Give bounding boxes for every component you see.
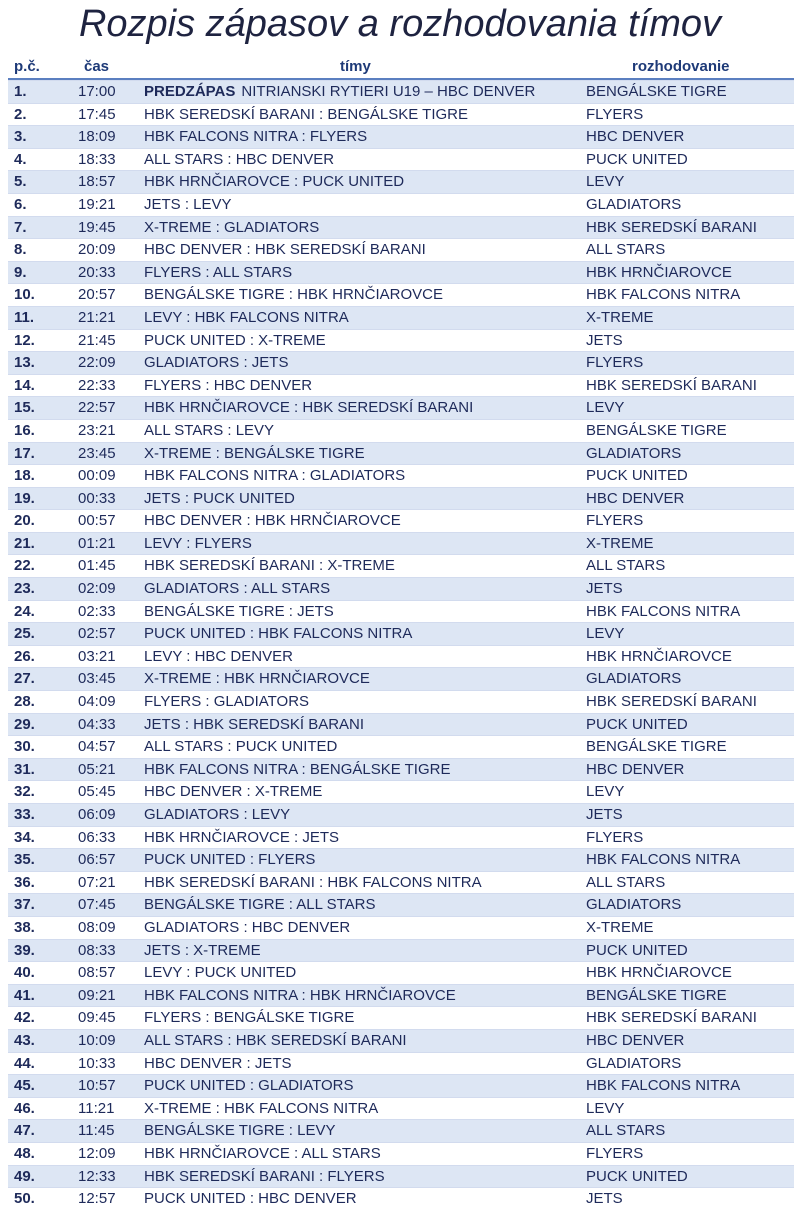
- match-number: 15.: [14, 399, 35, 417]
- match-time: 07:21: [78, 873, 116, 891]
- match-referee: FLYERS: [586, 828, 644, 846]
- table-row: [8, 1006, 794, 1029]
- match-referee: HBK HRNČIAROVCE: [586, 263, 732, 281]
- column-header-number: p.č.: [14, 58, 40, 75]
- match-number: 2.: [14, 105, 27, 123]
- match-number: 13.: [14, 354, 35, 372]
- match-teams: BENGÁLSKE TIGRE : JETS: [144, 602, 334, 620]
- match-referee: ALL STARS: [586, 241, 666, 259]
- match-referee: HBK HRNČIAROVCE: [586, 647, 732, 665]
- match-teams: X-TREME : HBK FALCONS NITRA: [144, 1099, 379, 1117]
- match-time: 20:33: [78, 263, 116, 281]
- match-teams: PUCK UNITED : X-TREME: [144, 331, 326, 349]
- table-row: [8, 351, 794, 374]
- match-number: 19.: [14, 489, 35, 507]
- match-teams: LEVY : HBC DENVER: [144, 647, 293, 665]
- match-time: 01:45: [78, 557, 116, 575]
- table-row: [8, 464, 794, 487]
- match-time: 12:57: [78, 1190, 116, 1208]
- match-time: 08:57: [78, 964, 116, 982]
- match-teams: X-TREME : BENGÁLSKE TIGRE: [144, 444, 365, 462]
- match-referee: FLYERS: [586, 1144, 644, 1162]
- match-referee: PUCK UNITED: [586, 150, 688, 168]
- table-row: [8, 916, 794, 939]
- match-time: 03:21: [78, 647, 116, 665]
- match-teams: HBK HRNČIAROVCE : JETS: [144, 828, 340, 846]
- match-number: 27.: [14, 670, 35, 688]
- match-teams: ALL STARS : PUCK UNITED: [144, 738, 338, 756]
- match-time: 07:45: [78, 896, 116, 914]
- match-time: 00:09: [78, 467, 116, 485]
- table-row: [8, 442, 794, 465]
- table-row: [8, 645, 794, 668]
- match-teams: HBC DENVER : HBK SEREDSKÍ BARANI: [144, 241, 426, 259]
- table-row: [8, 1052, 794, 1075]
- match-referee: LEVY: [586, 783, 625, 801]
- match-time: 06:57: [78, 851, 116, 869]
- match-teams: HBK FALCONS NITRA : GLADIATORS: [144, 467, 406, 485]
- table-row: [8, 1074, 794, 1097]
- match-time: 10:09: [78, 1031, 116, 1049]
- match-referee: HBK HRNČIAROVCE: [586, 964, 732, 982]
- match-referee: X-TREME: [586, 918, 654, 936]
- table-row: [8, 1119, 794, 1142]
- match-time: 18:57: [78, 173, 116, 191]
- match-referee: JETS: [586, 331, 623, 349]
- page-title: Rozpis zápasov a rozhodovania tímov: [78, 3, 722, 45]
- table-row: [8, 487, 794, 510]
- table-row: [8, 1142, 794, 1165]
- match-teams: HBK SEREDSKÍ BARANI : BENGÁLSKE TIGRE: [144, 105, 468, 123]
- match-referee: GLADIATORS: [586, 195, 682, 213]
- match-teams: FLYERS : ALL STARS: [144, 263, 293, 281]
- match-time: 12:33: [78, 1167, 116, 1185]
- match-number: 26.: [14, 647, 35, 665]
- table-row: [8, 532, 794, 555]
- match-time: 06:33: [78, 828, 116, 846]
- table-row: [8, 374, 794, 397]
- match-referee: GLADIATORS: [586, 1054, 682, 1072]
- match-teams: HBC DENVER : JETS: [144, 1054, 292, 1072]
- table-row: [8, 238, 794, 261]
- table-row: [8, 80, 794, 103]
- match-number: 34.: [14, 828, 35, 846]
- match-time: 18:33: [78, 150, 116, 168]
- match-time: 19:21: [78, 195, 116, 213]
- table-row: [8, 848, 794, 871]
- match-time: 02:09: [78, 580, 116, 598]
- match-referee: HBC DENVER: [586, 760, 685, 778]
- match-number: 39.: [14, 941, 35, 959]
- table-row: [8, 261, 794, 284]
- match-teams: HBK HRNČIAROVCE : HBK SEREDSKÍ BARANI: [144, 399, 474, 417]
- match-time: 05:21: [78, 760, 116, 778]
- match-number: 24.: [14, 602, 35, 620]
- table-row: [8, 283, 794, 306]
- match-number: 31.: [14, 760, 35, 778]
- table-row: [8, 939, 794, 962]
- match-number: 25.: [14, 625, 35, 643]
- match-teams: HBK SEREDSKÍ BARANI : FLYERS: [144, 1167, 385, 1185]
- match-number: 20.: [14, 512, 35, 530]
- match-number: 32.: [14, 783, 35, 801]
- match-number: 11.: [14, 308, 35, 326]
- match-number: 38.: [14, 918, 35, 936]
- match-number: 7.: [14, 218, 27, 236]
- match-time: 23:21: [78, 421, 116, 439]
- match-time: 04:57: [78, 738, 116, 756]
- match-teams: ALL STARS : HBK SEREDSKÍ BARANI: [144, 1031, 407, 1049]
- match-teams-text: NITRIANSKI RYTIERI U19 – HBC DENVER: [241, 83, 536, 100]
- match-teams: JETS : LEVY: [144, 195, 232, 213]
- match-teams: GLADIATORS : ALL STARS: [144, 580, 331, 598]
- match-referee: PUCK UNITED: [586, 941, 688, 959]
- match-time: 12:09: [78, 1144, 116, 1162]
- match-number: 33.: [14, 806, 35, 823]
- match-referee: HBK FALCONS NITRA: [586, 1077, 741, 1095]
- schedule-table: [8, 80, 794, 1210]
- match-time: 10:57: [78, 1077, 116, 1095]
- match-teams: BENGÁLSKE TIGRE : ALL STARS: [144, 896, 376, 914]
- column-header-time: čas: [84, 58, 110, 75]
- table-row: [8, 735, 794, 758]
- match-teams: LEVY : FLYERS: [144, 534, 252, 552]
- table-row: [8, 667, 794, 690]
- match-referee: LEVY: [586, 1099, 625, 1117]
- match-number: 28.: [14, 693, 35, 711]
- match-number: 10.: [14, 286, 35, 304]
- table-row: [8, 419, 794, 442]
- match-referee: ALL STARS: [586, 873, 666, 891]
- match-time: 02:33: [78, 602, 116, 620]
- match-teams: LEVY : PUCK UNITED: [144, 964, 297, 982]
- match-time: 05:45: [78, 783, 116, 801]
- match-teams: GLADIATORS : LEVY: [144, 806, 291, 823]
- match-time: 21:21: [78, 308, 116, 326]
- match-time: 19:45: [78, 218, 116, 236]
- match-time: 17:45: [78, 105, 116, 123]
- match-number: 16.: [14, 421, 35, 439]
- match-teams: ALL STARS : LEVY: [144, 421, 275, 439]
- match-time: 00:57: [78, 512, 116, 530]
- column-header-referee: rozhodovanie: [632, 58, 730, 75]
- match-number: 29.: [14, 715, 35, 733]
- match-time: 10:33: [78, 1054, 116, 1072]
- match-time: 20:09: [78, 241, 116, 259]
- match-referee: LEVY: [586, 625, 625, 643]
- match-referee: GLADIATORS: [586, 896, 682, 914]
- match-time: 02:57: [78, 625, 116, 643]
- match-teams: PUCK UNITED : HBK FALCONS NITRA: [144, 625, 413, 643]
- table-row: [8, 103, 794, 126]
- match-time: 04:33: [78, 715, 116, 733]
- match-teams: JETS : HBK SEREDSKÍ BARANI: [144, 715, 365, 733]
- match-teams: HBK HRNČIAROVCE : PUCK UNITED: [144, 173, 405, 191]
- match-number: 18.: [14, 467, 35, 485]
- match-referee: X-TREME: [586, 534, 654, 552]
- match-number: 35.: [14, 851, 35, 869]
- match-referee: HBC DENVER: [586, 489, 685, 507]
- match-time: 04:09: [78, 693, 116, 711]
- match-teams: HBK FALCONS NITRA : FLYERS: [144, 128, 368, 146]
- table-row: [8, 1097, 794, 1120]
- table-row: [8, 170, 794, 193]
- match-referee: HBK SEREDSKÍ BARANI: [586, 1009, 757, 1027]
- match-teams: JETS : X-TREME: [144, 941, 261, 959]
- match-teams: BENGÁLSKE TIGRE : HBK HRNČIAROVCE: [144, 286, 443, 304]
- match-number: 4.: [14, 150, 27, 168]
- match-number: 3.: [14, 128, 27, 146]
- match-referee: BENGÁLSKE TIGRE: [586, 83, 727, 100]
- table-row: [8, 984, 794, 1007]
- match-referee: BENGÁLSKE TIGRE: [586, 986, 727, 1004]
- match-number: 48.: [14, 1144, 35, 1162]
- table-row: [8, 509, 794, 532]
- match-teams: FLYERS : BENGÁLSKE TIGRE: [144, 1009, 355, 1027]
- match-number: 36.: [14, 873, 35, 891]
- match-number: 46.: [14, 1099, 35, 1117]
- table-row: [8, 554, 794, 577]
- match-teams: HBK HRNČIAROVCE : ALL STARS: [144, 1144, 381, 1162]
- match-time: 21:45: [78, 331, 116, 349]
- match-teams: HBK SEREDSKÍ BARANI : X-TREME: [144, 557, 395, 575]
- match-referee: GLADIATORS: [586, 670, 682, 688]
- match-referee: PUCK UNITED: [586, 467, 688, 485]
- match-number: 12.: [14, 331, 35, 349]
- match-number: 47.: [14, 1122, 35, 1140]
- match-referee: PUCK UNITED: [586, 1167, 688, 1185]
- match-teams: BENGÁLSKE TIGRE : LEVY: [144, 1122, 336, 1140]
- match-teams: X-TREME : GLADIATORS: [144, 218, 320, 236]
- match-referee: HBC DENVER: [586, 128, 685, 146]
- match-referee: LEVY: [586, 399, 625, 417]
- table-row: [8, 125, 794, 148]
- table-row: [8, 690, 794, 713]
- table-row: [8, 193, 794, 216]
- match-time: 03:45: [78, 670, 116, 688]
- match-number: 23.: [14, 580, 35, 598]
- table-row: [8, 622, 794, 645]
- match-time: 01:21: [78, 534, 116, 552]
- match-teams: FLYERS : GLADIATORS: [144, 693, 310, 711]
- match-number: 6.: [14, 195, 27, 213]
- match-teams: [144, 81, 535, 104]
- match-teams: X-TREME : HBK HRNČIAROVCE: [144, 670, 370, 688]
- match-number: 30.: [14, 738, 35, 756]
- match-teams: PUCK UNITED : FLYERS: [144, 851, 316, 869]
- match-number: 5.: [14, 173, 27, 191]
- match-teams: JETS : PUCK UNITED: [144, 489, 295, 507]
- match-referee: LEVY: [586, 173, 625, 191]
- match-number: 22.: [14, 557, 35, 575]
- match-teams: FLYERS : HBC DENVER: [144, 376, 313, 394]
- table-row: [8, 871, 794, 894]
- table-row: [8, 396, 794, 419]
- match-referee: PUCK UNITED: [586, 715, 688, 733]
- match-referee: JETS: [586, 580, 623, 598]
- match-time: 22:33: [78, 376, 116, 394]
- match-number: 44.: [14, 1054, 35, 1072]
- table-row: [8, 713, 794, 736]
- match-time: 23:45: [78, 444, 116, 462]
- table-row: [8, 758, 794, 781]
- prematch-label: PREDZÁPAS: [144, 83, 236, 100]
- match-referee: HBK SEREDSKÍ BARANI: [586, 693, 757, 711]
- match-number: 14.: [14, 376, 35, 394]
- match-time: 17:00: [78, 83, 116, 100]
- match-time: 06:09: [78, 806, 116, 823]
- match-referee: HBK SEREDSKÍ BARANI: [586, 218, 757, 236]
- match-teams: GLADIATORS : HBC DENVER: [144, 918, 351, 936]
- match-referee: BENGÁLSKE TIGRE: [586, 421, 727, 439]
- match-number: 45.: [14, 1077, 35, 1095]
- match-time: 18:09: [78, 128, 116, 146]
- match-time: 22:09: [78, 354, 116, 372]
- match-number: 43.: [14, 1031, 35, 1049]
- match-teams: PUCK UNITED : GLADIATORS: [144, 1077, 354, 1095]
- table-row: [8, 1165, 794, 1188]
- match-referee: FLYERS: [586, 354, 644, 372]
- match-teams: HBK SEREDSKÍ BARANI : HBK FALCONS NITRA: [144, 873, 482, 891]
- match-referee: JETS: [586, 806, 623, 823]
- match-time: 08:09: [78, 918, 116, 936]
- match-teams: LEVY : HBK FALCONS NITRA: [144, 308, 349, 326]
- match-referee: GLADIATORS: [586, 444, 682, 462]
- match-number: 40.: [14, 964, 35, 982]
- match-teams: HBC DENVER : X-TREME: [144, 783, 323, 801]
- match-time: 22:57: [78, 399, 116, 417]
- match-time: 11:45: [78, 1122, 115, 1140]
- match-teams: ALL STARS : HBC DENVER: [144, 150, 335, 168]
- table-row: [8, 600, 794, 623]
- match-referee: BENGÁLSKE TIGRE: [586, 738, 727, 756]
- match-referee: FLYERS: [586, 105, 644, 123]
- column-header-teams: tímy: [340, 58, 371, 75]
- match-number: 9.: [14, 263, 27, 281]
- table-row: [8, 306, 794, 329]
- match-teams: PUCK UNITED : HBC DENVER: [144, 1190, 357, 1208]
- match-number: 8.: [14, 241, 27, 259]
- table-row: [8, 1029, 794, 1052]
- match-referee: ALL STARS: [586, 557, 666, 575]
- match-time: 20:57: [78, 286, 116, 304]
- table-row: [8, 780, 794, 803]
- table-row: [8, 216, 794, 239]
- match-time: 00:33: [78, 489, 116, 507]
- match-number: 17.: [14, 444, 35, 462]
- match-teams: GLADIATORS : JETS: [144, 354, 289, 372]
- match-time: 09:21: [78, 986, 116, 1004]
- match-number: 41.: [14, 986, 35, 1004]
- table-row: [8, 893, 794, 916]
- match-referee: HBK FALCONS NITRA: [586, 602, 741, 620]
- match-number: 21.: [14, 534, 35, 552]
- table-row: [8, 148, 794, 171]
- table-row: [8, 329, 794, 352]
- match-referee: HBK FALCONS NITRA: [586, 286, 741, 304]
- match-time: 09:45: [78, 1009, 116, 1027]
- match-referee: JETS: [586, 1190, 623, 1208]
- table-header: [8, 56, 794, 80]
- match-referee: HBC DENVER: [586, 1031, 685, 1049]
- table-row: [8, 803, 794, 826]
- table-row: [8, 1187, 794, 1210]
- match-teams: HBK FALCONS NITRA : BENGÁLSKE TIGRE: [144, 760, 451, 778]
- match-teams: HBK FALCONS NITRA : HBK HRNČIAROVCE: [144, 986, 456, 1004]
- match-time: 08:33: [78, 941, 116, 959]
- table-row: [8, 826, 794, 849]
- match-referee: ALL STARS: [586, 1122, 666, 1140]
- match-number: 1.: [14, 83, 27, 100]
- match-number: 37.: [14, 896, 35, 914]
- table-row: [8, 961, 794, 984]
- match-teams: HBC DENVER : HBK HRNČIAROVCE: [144, 512, 401, 530]
- table-row: [8, 577, 794, 600]
- match-number: 49.: [14, 1167, 35, 1185]
- match-time: 11:21: [78, 1099, 115, 1117]
- match-referee: HBK FALCONS NITRA: [586, 851, 741, 869]
- match-referee: X-TREME: [586, 308, 654, 326]
- match-number: 42.: [14, 1009, 35, 1027]
- match-number: 50.: [14, 1190, 35, 1208]
- match-referee: HBK SEREDSKÍ BARANI: [586, 376, 757, 394]
- match-referee: FLYERS: [586, 512, 644, 530]
